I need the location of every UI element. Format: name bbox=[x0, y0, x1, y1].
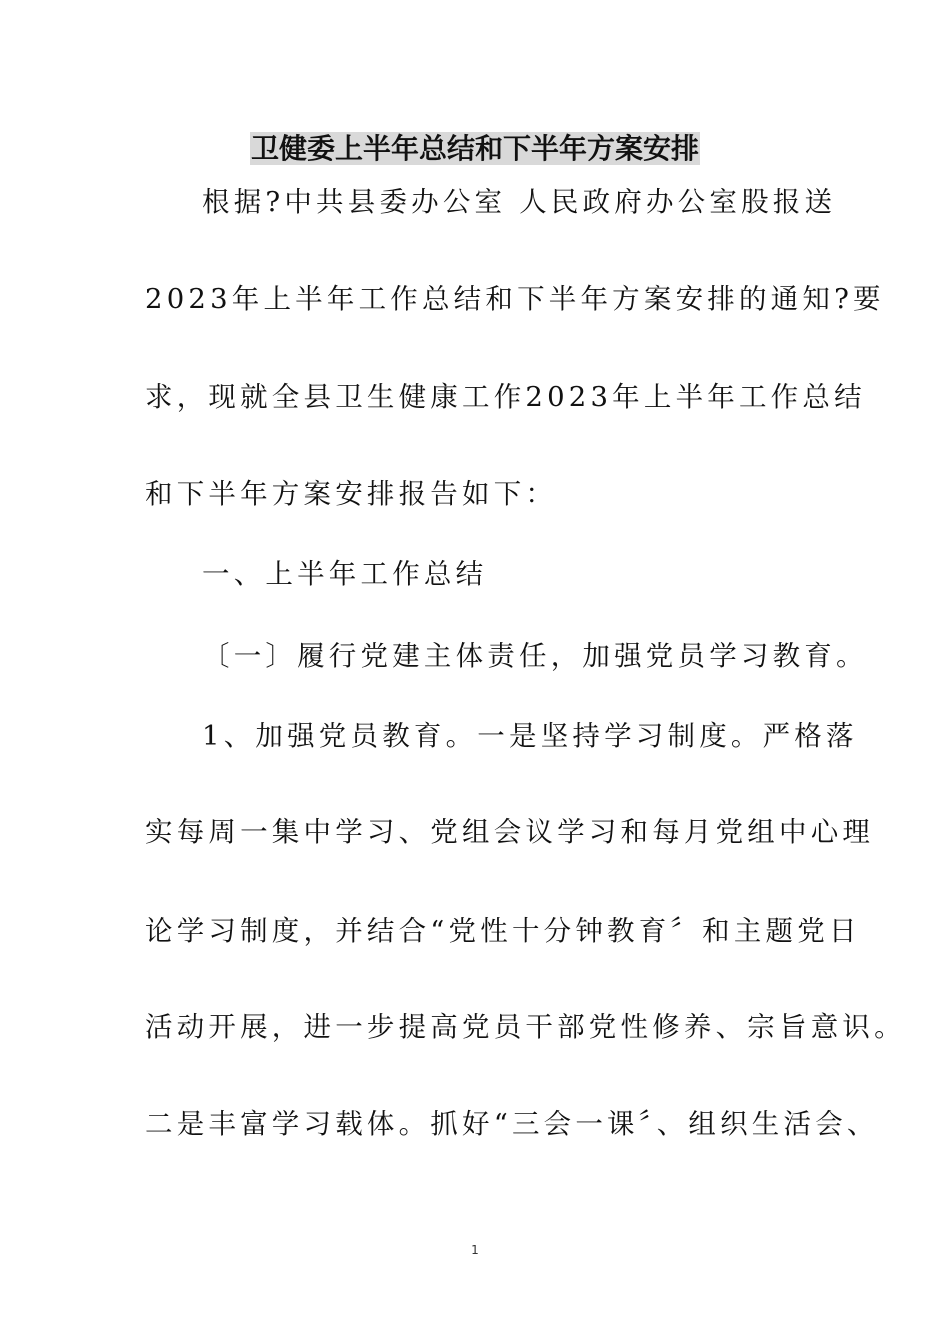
section-heading: 一、上半年工作总结 bbox=[202, 558, 488, 590]
paragraph-line: 二是丰富学习载体。抓好“三会一课〞、组织生活会、 bbox=[145, 1108, 879, 1140]
paragraph-line: 求，现就全县卫生健康工作2023年上半年工作总结 bbox=[145, 381, 866, 413]
title-text: 卫健委上半年总结和下半年方案安排 bbox=[250, 132, 699, 165]
paragraph-line: 1、加强党员教育。一是坚持学习制度。严格落 bbox=[202, 720, 858, 752]
document-title bbox=[0, 131, 950, 167]
paragraph-line: 根据?中共县委办公室 人民政府办公室股报送 bbox=[202, 186, 837, 218]
page-number: 1 bbox=[471, 1243, 479, 1257]
paragraph-line: 2023年上半年工作总结和下半年方案安排的通知?要 bbox=[145, 283, 885, 315]
subsection-heading: 〔一〕履行党建主体责任，加强党员学习教育。 bbox=[202, 640, 868, 672]
paragraph-line: 论学习制度，并结合“党性十分钟教育〞和主题党日 bbox=[145, 915, 861, 947]
paragraph-line: 和下半年方案安排报告如下： bbox=[145, 478, 558, 510]
paragraph-line: 实每周一集中学习、党组会议学习和每月党组中心理 bbox=[145, 816, 875, 848]
paragraph-line: 活动开展，进一步提高党员干部党性修养、宗旨意识。 bbox=[145, 1011, 906, 1043]
